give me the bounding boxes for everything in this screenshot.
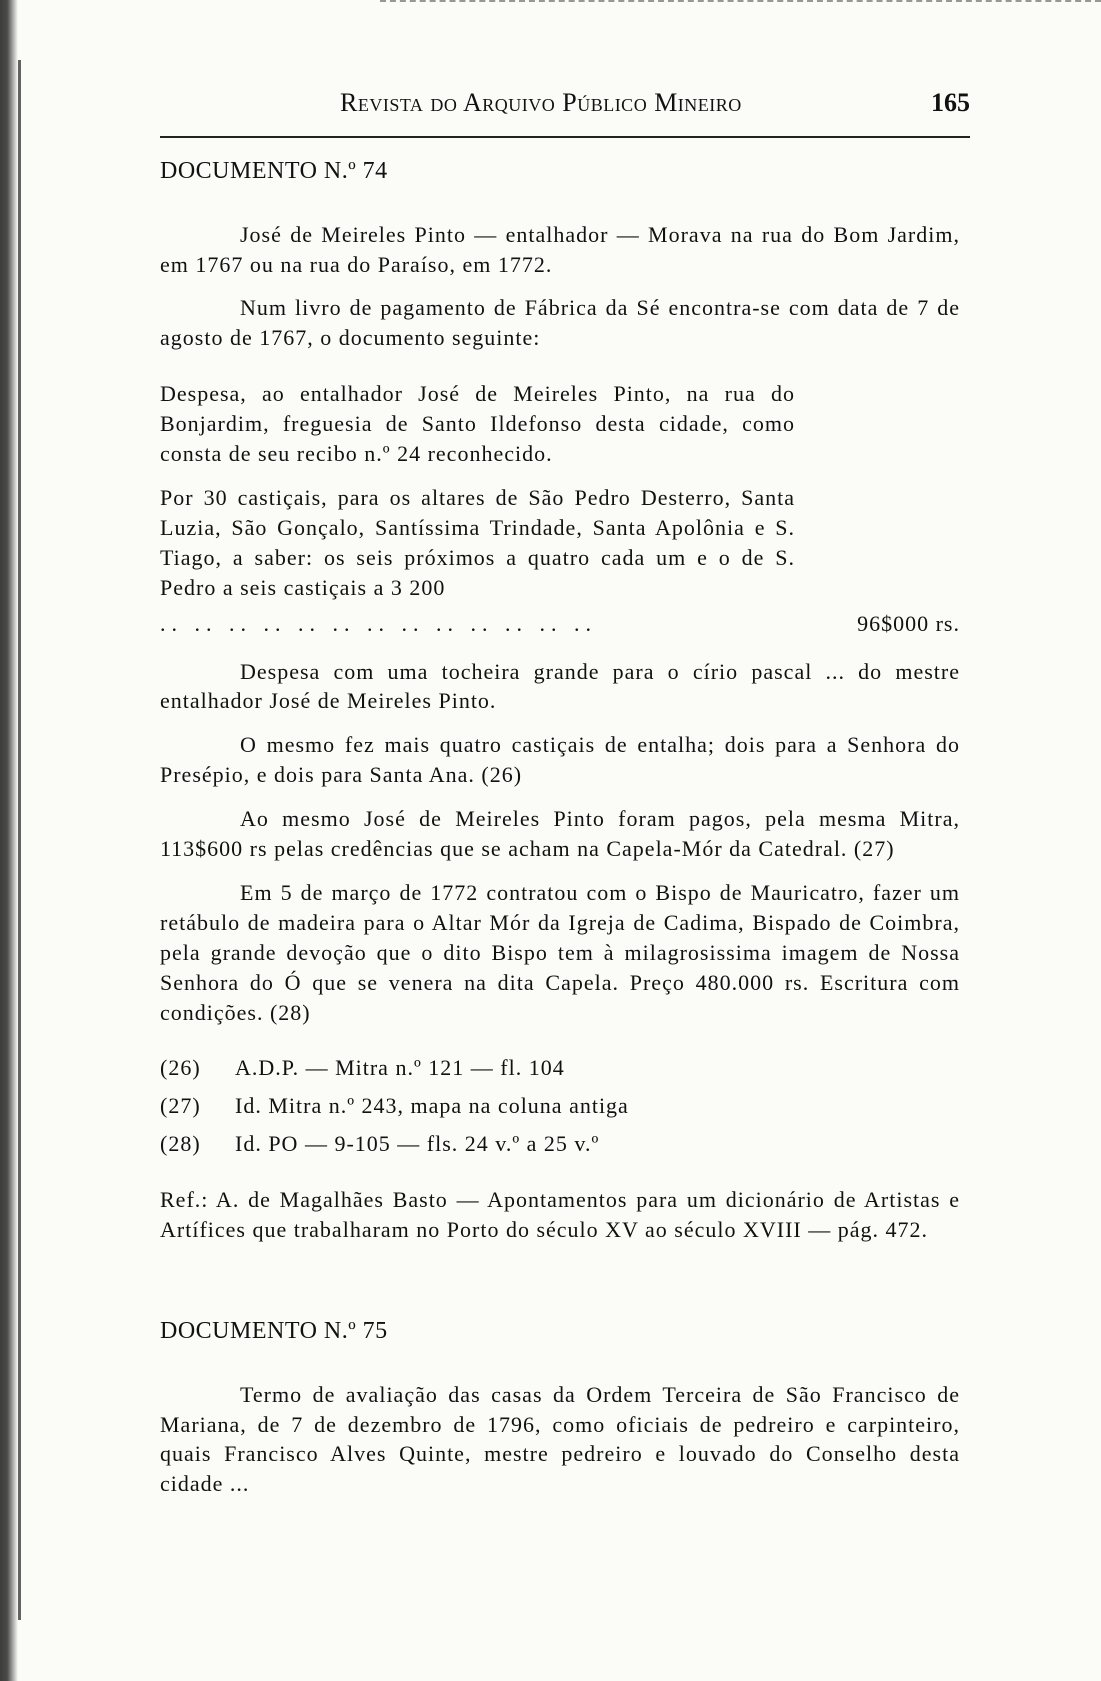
- paragraph: Ao mesmo José de Meireles Pinto foram pagos, pela mesma Mitra, 113$600 rs pelas credências que se acham na Capela-Mór da Catedral. (27): [160, 806, 960, 862]
- scan-top-edge: [380, 0, 1101, 2]
- running-title: Revista do Arquivo Público Mineiro: [340, 88, 742, 117]
- footnote-text: Id. Mitra n.º 243, mapa na coluna antiga: [235, 1093, 629, 1119]
- footnotes: [160, 1053, 960, 1159]
- quote-paragraph: Despesa, ao entalhador José de Meireles Pinto, na rua do Bonjardim, freguesia de Santo Ildefonso desta cidade, como consta de seu recibo n.º 24 reconhecido.: [160, 381, 795, 467]
- footnote-number: (27): [160, 1093, 201, 1119]
- footnote-item: [160, 1091, 960, 1121]
- paragraph: José de Meireles Pinto — entalhador — Morava na rua do Bom Jardim, em 1767 ou na rua do Paraíso, em 1772.: [160, 221, 960, 277]
- paragraph: Despesa com uma tocheira grande para o círio pascal ... do mestre entalhador José de Meireles Pinto.: [160, 658, 960, 714]
- page-header: [160, 88, 970, 138]
- footnote-item: [160, 1129, 960, 1159]
- scan-edge-shadow: [0, 0, 18, 1681]
- footnote-text: Id. PO — 9-105 — fls. 24 v.º a 25 v.º: [235, 1131, 600, 1157]
- quoted-document: [160, 379, 795, 602]
- footnote-item: [160, 1053, 960, 1083]
- document-74: [160, 155, 960, 1245]
- paragraph: Num livro de pagamento de Fábrica da Sé encontra-se com data de 7 de agosto de 1767, o documento seguinte:: [160, 295, 960, 351]
- footnote-number: (26): [160, 1055, 201, 1081]
- amount-value: 96$000 rs.: [857, 610, 960, 636]
- page-number: 165: [931, 88, 970, 117]
- paragraph: O mesmo fez mais quatro castiçais de entalha; dois para a Senhora do Presépio, e dois para Santa Ana. (26): [160, 732, 960, 788]
- page-body: [160, 155, 960, 1513]
- reference: Ref.: A. de Magalhães Basto — Apontamentos para um dicionário de Artistas e Artífices que trabalharam no Porto do século XV ao século XVIII — pág. 472.: [160, 1187, 960, 1243]
- paragraph: Em 5 de março de 1772 contratou com o Bispo de Mauricatro, fazer um retábulo de madeira para o Altar Mór da Igreja de Cadima, Bispado de Coimbra, pela grande devoção que o dito Bispo tem à milagrosissima imagem de Nossa Senhora do Ó que se venera na dita Capela. Preço 480.000 rs. Escritura com condições. (28): [160, 879, 960, 1025]
- footnote-text: A.D.P. — Mitra n.º 121 — fl. 104: [235, 1055, 565, 1081]
- paragraph: Termo de avaliação das casas da Ordem Terceira de São Francisco de Mariana, de 7 de dezembro de 1796, como oficiais de pedreiro e carpinteiro, quais Francisco Alves Quinte, mestre pedreiro e louvado do Conselho desta cidade ...: [160, 1381, 960, 1497]
- document-heading: DOCUMENTO N.º 74: [160, 158, 388, 184]
- document-heading: DOCUMENTO N.º 75: [160, 1318, 388, 1344]
- quote-paragraph: Por 30 castiçais, para os altares de São Pedro Desterro, Santa Luzia, São Gonçalo, Santíssima Trindade, Santa Apolônia e S. Tiago, a saber: os seis próximos a quatro cada um e o de S. Pedro a seis castiçais a 3 200: [160, 484, 795, 600]
- footnote-number: (28): [160, 1131, 201, 1157]
- document-75: [160, 1315, 960, 1499]
- scan-edge-line: [18, 60, 21, 1620]
- dot-leader: .. .. .. .. .. .. .. .. .. .. .. .. ..: [160, 610, 597, 636]
- amount-line: [160, 609, 960, 639]
